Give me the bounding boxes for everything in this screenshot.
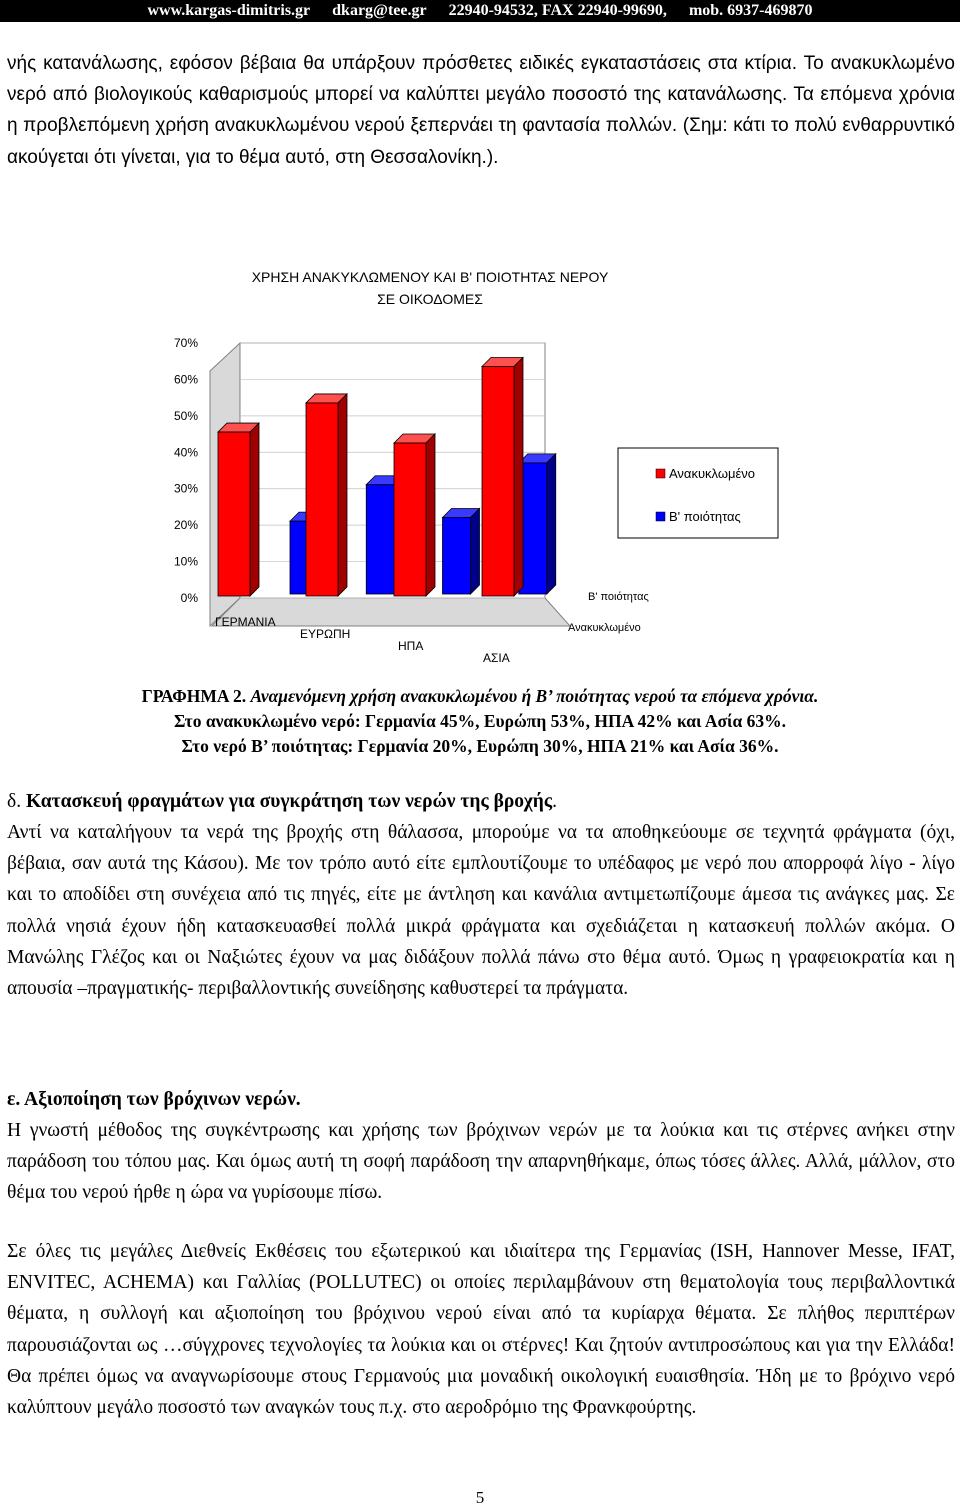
section-d-body: Αντί να καταλήγουν τα νερά της βροχής στη θάλασσα, μπορούμε να τα αποθηκεύουμε σε τεχνητά φράγματα (όχι, βέβαια, σαν αυτά της Κάσου). Με τον τρόπο αυτό είτε εμπλουτίζουμε το υπέδαφος με νερό που απορροφά λίγο - λίγο και το αποδίδει στη συνέχεια από τις πηγές, είτε με άντληση και κανάλια αντιμετωπίζουμε άμεσα τις ανάγκες μας. Σε πολλά νησιά έχουν ήδη κατασκευασθεί πολλά μικρά φράγματα και σχεδιάζεται η κατασκευή πολλών ακόμα. Ο Μανώλης Γλέζος και οι Ναξιώτες έχουν να μας διδάξουν πολλά πάνω στο θέμα αυτό. Όμως η γραφειοκρατία και η απουσία –πραγματικής- περιβαλλοντικής συνείδησης καθυστερεί τα πράγματα. xyxy=(7,822,955,1000)
water-usage-chart xyxy=(150,256,810,676)
bar-b-quality-3 xyxy=(443,509,480,595)
bar-recycled-2-side xyxy=(338,394,347,596)
legend-swatch-b-quality xyxy=(656,512,665,521)
section-d-title: Κατασκευή φραγμάτων για συγκράτηση των νερών της βροχής xyxy=(25,791,553,812)
bar-b-quality-3-side xyxy=(471,509,480,595)
legend-label-recycled: Ανακυκλωμένο xyxy=(669,466,756,481)
bar-recycled-1-side xyxy=(250,423,259,596)
chart-title-line2: ΣΕ ΟΙΚΟΔΟΜΕΣ xyxy=(377,291,483,307)
chart-y-tick-label: 60% xyxy=(173,372,198,387)
bar-b-quality-4 xyxy=(519,454,556,594)
header-phone-fax: 22940-94532, FAX 22940-99690, xyxy=(448,2,667,19)
chart-y-tick-label: 70% xyxy=(173,336,198,350)
bar-recycled-3-front xyxy=(394,443,426,596)
header-email: dkarg@tee.gr xyxy=(332,2,427,19)
depth-axis-label-b-quality: Β' ποιότητας xyxy=(588,591,649,603)
chart-title-line1: ΧΡΗΣΗ ΑΝΑΚΥΚΛΩΜΕΝΟΥ ΚΑΙ Β' ΠΟΙΟΤΗΤΑΣ ΝΕΡΟΥ xyxy=(251,269,609,285)
section-d-letter: δ. xyxy=(7,791,26,812)
chart-x-label: ΑΣΙΑ xyxy=(483,651,510,665)
chart-y-tick-label: 30% xyxy=(173,481,198,496)
chart-y-tick-label: 50% xyxy=(173,408,198,423)
bar-recycled-3-side xyxy=(426,434,435,596)
page-header xyxy=(0,0,960,22)
caption-description: Αναμενόμενη χρήση ανακυκλωμένου ή Β’ ποιότητας νερού τα επόμενα χρόνια. xyxy=(250,686,819,706)
header-mobile: mob. 6937-469870 xyxy=(688,2,813,19)
chart-y-tick-label: 20% xyxy=(173,518,198,533)
chart-y-tick-label: 40% xyxy=(173,445,198,460)
bar-b-quality-4-side xyxy=(547,454,556,594)
bar-recycled-4 xyxy=(482,358,523,597)
chart-caption-line2: Στο ανακυκλωμένο νερό: Γερμανία 45%, Ευρώπη 53%, ΗΠΑ 42% και Ασία 63%. xyxy=(174,711,786,731)
chart-y-tick-label: 0% xyxy=(180,591,198,605)
intro-paragraph: νής κατανάλωσης, εφόσον βέβαια θα υπάρξουν πρόσθετες ειδικές εγκαταστάσεις στα κτίρια. Το ανακυκλωμένο νερό από βιολογικούς καθαρισμούς μπορεί να καλύπτει μεγάλο ποσοστό της κατανάλωσης. Τα επόμενα χρόνια η προβλεπόμενη χρήση ανακυκλωμένου νερού ξεπερνάει τη φαντασία πολλών. (Σημ: κάτι το πολύ ενθαρρυντικό ακούγεται ότι γίνεται, για το θέμα αυτό, στη Θεσσαλονίκη.). xyxy=(7,53,955,168)
bar-b-quality-2-front xyxy=(366,485,394,594)
section-d-heading xyxy=(7,787,557,817)
section-e-body-2: Σε όλες τις μεγάλες Διεθνείς Εκθέσεις του εξωτερικού και ιδιαίτερα της Γερμανίας (ISH, Hannover Messe, IFAT, ENVITEC, ACHEMA) και Γαλλίας (POLLUTEC) οι οποίες περιλαμβάνουν στη θεματολογία τους περιβαλλοντικά θέματα, η συλλογή και αξιοποίηση του βρόχινου νερού είναι από τα κυρίαρχα θέματα. Σε πλήθος περιπτέρων παρουσιάζονται ως …σύγχρονες τεχνολογίες τα λούκια και οι στέρνες! Και ζητούν αντιπροσώπους και για την Ελλάδα! Θα πρέπει όμως να αναγνωρίσουμε στους Γερμανούς μια μοναδική οικολογική ευαισθησία. Ήδη με το βρόχινο νερό καλύπτουν μεγάλο ποσοστό των αναγκών τους π.χ. στο αεροδρόμιο της Φρανκφούρτης. xyxy=(7,1241,955,1419)
section-d-title-end: . xyxy=(552,791,557,812)
bar-b-quality-3-front xyxy=(443,518,471,595)
bar-recycled-3 xyxy=(394,434,435,596)
bar-recycled-2 xyxy=(306,394,347,596)
bar-recycled-4-front xyxy=(482,367,514,597)
chart-x-label: ΗΠΑ xyxy=(398,639,424,653)
section-e-body-1: Η γνωστή μέθοδος της συγκέντρωσης και χρήσης των βρόχινων νερών με τα λούκια και τις στέρνες ανήκει στην παράδοση του τόπου μας. Και όμως αυτή τη σοφή παράδοση την απαρνηθήκαμε, όπως τόσες άλλες. Αλλά, μάλλον, στο θέμα του νερού ήρθε η ώρα να γυρίσουμε πίσω. xyxy=(7,1120,955,1204)
section-e-title: ε. Αξιοποίηση των βρόχινων νερών. xyxy=(7,1089,301,1110)
legend-swatch-recycled xyxy=(656,469,665,478)
chart-y-tick-label: 10% xyxy=(173,554,198,569)
bar-recycled-1-front xyxy=(218,432,250,596)
chart-caption-line3: Στο νερό Β’ ποιότητας: Γερμανία 20%, Ευρώπη 30%, ΗΠΑ 21% και Ασία 36%. xyxy=(181,736,779,756)
depth-axis-label-recycled: Ανακυκλωμένο xyxy=(568,622,641,634)
bar-recycled-1 xyxy=(218,423,259,596)
chart-caption-line1 xyxy=(0,684,960,708)
legend-box xyxy=(618,448,778,538)
bar-recycled-4-side xyxy=(514,358,523,597)
chart-x-label: ΓΕΡΜΑΝΙΑ xyxy=(215,615,276,629)
legend-label-b-quality: Β' ποιότητας xyxy=(669,509,741,524)
chart-x-label: ΕΥΡΩΠΗ xyxy=(300,627,351,641)
header-website: www.kargas-dimitris.gr xyxy=(147,2,311,19)
bar-recycled-2-front xyxy=(306,403,338,596)
section-e-heading xyxy=(7,1085,301,1115)
page-number: 5 xyxy=(475,1488,485,1507)
caption-label: ΓΡΑΦΗΜΑ 2. xyxy=(141,686,251,706)
